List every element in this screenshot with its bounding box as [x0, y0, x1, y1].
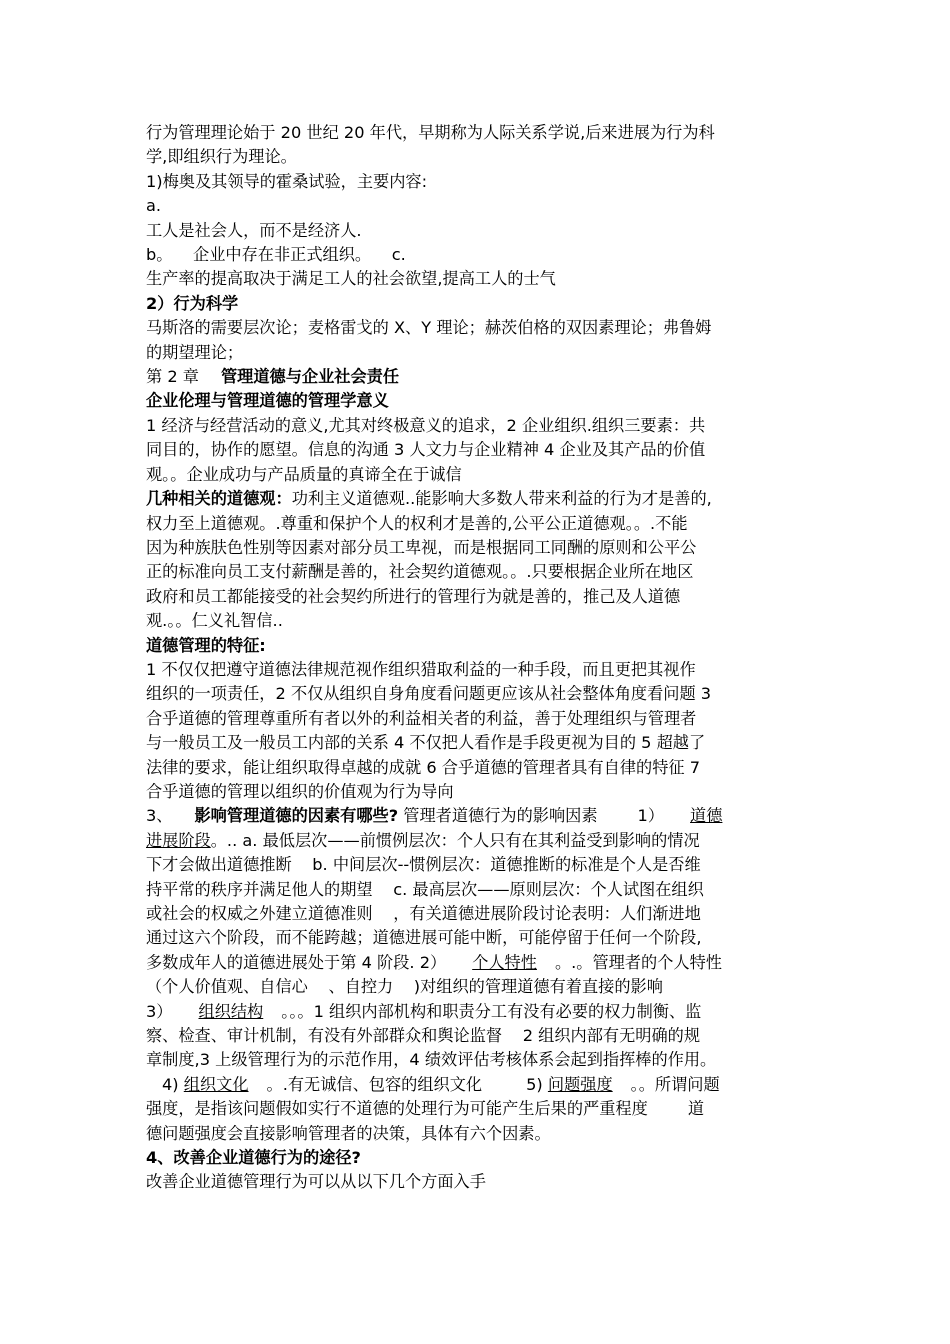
section-heading: 企业伦理与管理道德的管理学意义 [146, 391, 389, 411]
paragraph-line: （个人价值观、自信心 、自控力 )对组织的管理道德有着直接的影响 [146, 977, 663, 997]
paragraph-line: a. [146, 196, 162, 216]
paragraph-line [146, 804, 810, 828]
paragraph-line: 正的标准向员工支付薪酬是善的，社会契约道德观。。.只要根据企业所在地区 [146, 562, 694, 582]
paragraph-line: 合乎道德的管理尊重所有者以外的利益相关者的利益，善于处理组织与管理者 [146, 708, 697, 728]
underlined-term: 组织结构 [198, 1001, 264, 1021]
paragraph-line: 德问题强度会直接影响管理者的决策，具体有六个因素。 [146, 1123, 551, 1143]
item-number: 5) [526, 1074, 543, 1094]
paragraph-line: 工人是社会人，而不是经济人. [146, 220, 362, 240]
inline-text: 。。。1 组织内部机构和职责分工有没有必要的权力制衡、监 [281, 1001, 702, 1021]
paragraph-line: 与一般员工及一般员工内部的关系 4 不仅把人看作是手段更视为目的 5 超越了 [146, 733, 706, 753]
inline-text: 功利主义道德观..能影响大多数人带来利益的行为才是善的, [291, 489, 712, 509]
paragraph-line: 法律的要求，能让组织取得卓越的成就 6 合乎道德的管理者具有自律的特征 7 [146, 757, 701, 777]
section-heading: 2）行为科学 [146, 293, 239, 313]
chapter-number: 第 2 章 [146, 367, 199, 387]
paragraph-line: 章制度,3 上级管理行为的示范作用，4 绩效评估考核体系会起到指挥棒的作用。 [146, 1050, 717, 1070]
inline-text: 管理者道德行为的影响因素 [403, 806, 598, 826]
inline-text: 。.。管理者的个人特性 [554, 952, 722, 972]
paragraph-line: 观。。企业成功与产品质量的真谛全在于诚信 [146, 464, 462, 484]
underlined-term: 个人特性 [472, 952, 537, 972]
inline-text: 。.. a. 最低层次——前惯例层次：个人只有在其利益受到影响的情况 [210, 830, 700, 850]
paragraph-line [146, 1073, 810, 1097]
chapter-title: 管理道德与企业社会责任 [220, 367, 400, 387]
paragraph-line: b。 企业中存在非正式组织。 c. [146, 245, 406, 265]
section-heading: 道德管理的特征: [146, 635, 266, 655]
paragraph-line: 行为管理理论始于 20 世纪 20 年代，早期称为人际关系学说,后来进展为行为科 [146, 123, 715, 142]
paragraph-line [146, 1000, 810, 1024]
underlined-term: 问题强度 [547, 1074, 613, 1094]
paragraph-line: 合乎道德的管理以组织的价值观为行为导向 [146, 781, 454, 801]
paragraph-line [146, 829, 810, 853]
paragraph-line: 权力至上道德观。.尊重和保护个人的权利才是善的,公平公正道德观。。.不能 [146, 513, 688, 533]
inline-heading: 几种相关的道德观： [146, 489, 292, 509]
paragraph-line [146, 951, 810, 975]
paragraph-line: 生产率的提高取决于满足工人的社会欲望,提高工人的士气 [146, 269, 556, 289]
section-heading: 4、改善企业道德行为的途径? [146, 1148, 361, 1168]
paragraph-line: 改善企业道德管理行为可以从以下几个方面入手 [146, 1172, 486, 1192]
document-page [146, 121, 810, 1195]
underlined-term: 进展阶段 [146, 830, 211, 850]
paragraph-line: 1 经济与经营活动的意义,尤其对终极意义的追求，2 企业组织.组织三要素：共 [146, 415, 706, 435]
paragraph-line: 下才会做出道德推断 b. 中间层次--惯例层次：道德推断的标准是个人是否维 [146, 855, 701, 875]
paragraph-line: 的期望理论； [146, 342, 244, 362]
paragraph-line: 因为种族肤色性别等因素对部分员工卑视，而是根据同工同酬的原则和公平公 [146, 537, 697, 557]
paragraph-line: 持平常的秩序并满足他人的期望 c. 最高层次——原则层次：个人试图在组织 [146, 879, 704, 899]
paragraph-line: 马斯洛的需要层次论；麦格雷戈的 X、Y 理论；赫茨伯格的双因素理论；弗鲁姆 [146, 318, 712, 338]
paragraph-line: 1)梅奥及其领导的霍桑试验，主要内容: [146, 171, 428, 191]
underlined-term: 道德 [690, 806, 723, 826]
paragraph-line: 学,即组织行为理论。 [146, 147, 297, 167]
inline-heading: 影响管理道德的因素有哪些? [194, 806, 399, 826]
paragraph-line: 或社会的权威之外建立道德准则 ，有关道德进展阶段讨论表明：人们渐进地 [146, 904, 701, 923]
item-number: 3、 [146, 806, 173, 826]
inline-text: 多数成年人的道德进展处于第 4 阶段. 2） [146, 952, 447, 972]
item-number: 1） [637, 806, 665, 826]
paragraph-line: 通过这六个阶段，而不能跨越；道德进展可能中断，可能停留于任何一个阶段, [146, 928, 702, 948]
paragraph-line: 同目的，协作的愿望。信息的沟通 3 人文力与企业精神 4 企业及其产品的价值 [146, 440, 706, 460]
chapter-heading [146, 365, 810, 389]
inline-text: 强度，是指该问题假如实行不道德的处理行为可能产生后果的严重程度 [146, 1099, 648, 1119]
paragraph-line: 观.。。仁义礼智信.. [146, 611, 283, 631]
underlined-term: 组织文化 [183, 1074, 249, 1094]
item-number: 4) [162, 1074, 179, 1094]
inline-text: 。.有无诚信、包容的组织文化 [266, 1074, 483, 1094]
item-number: 3） [146, 1001, 173, 1021]
inline-text: 。。所谓问题 [630, 1074, 720, 1094]
paragraph-line: 政府和员工都能接受的社会契约所进行的管理行为就是善的，推己及人道德 [146, 586, 681, 606]
paragraph-line: 1 不仅仅把遵守道德法律规范视作组织猎取利益的一种手段，而且更把其视作 [146, 659, 696, 679]
paragraph-line: 组织的一项责任，2 不仅从组织自身角度看问题更应该从社会整体角度看问题 3 [146, 684, 712, 704]
paragraph-line: 察、检查、审计机制，有没有外部群众和舆论监督 2 组织内部有无明确的规 [146, 1026, 701, 1046]
inline-text: 道 [687, 1099, 704, 1119]
paragraph-line [146, 1097, 810, 1121]
paragraph-line [146, 487, 810, 511]
